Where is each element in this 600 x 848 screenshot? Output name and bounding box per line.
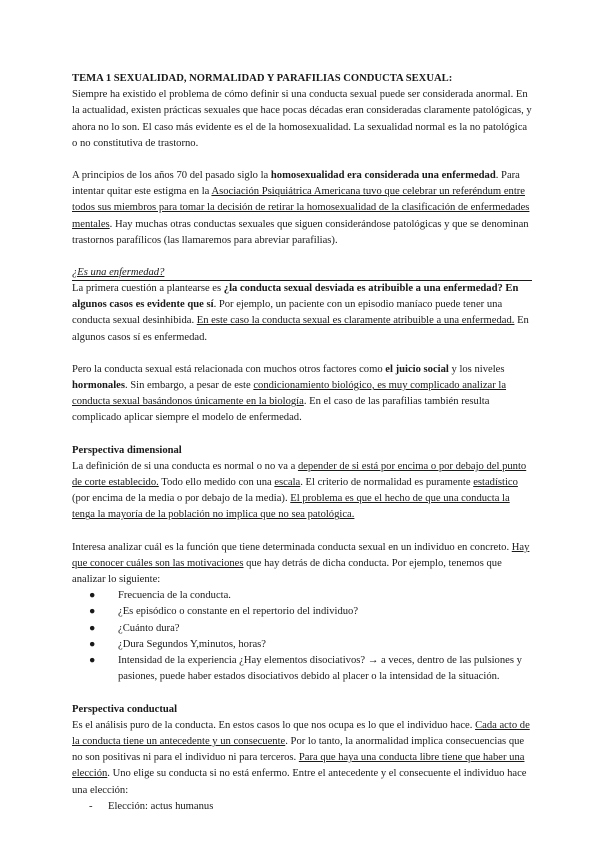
choice-list <box>72 799 532 815</box>
list-item: - Elección: actus humanus <box>72 799 532 815</box>
factors-paragraph: Pero la conducta sexual está relacionada con muchos otros factores como el juicio social y los niveles hormonales. Sin embargo, a pesar de este condicionamiento biológico, es muy complicado analizar la conducta sexual basándonos únicamente en la biología. En el caso de las parafilias también resulta complicado aplicar siempre el modelo de enfermedad. <box>72 363 507 424</box>
list-item: ● Frecuencia de la conducta. <box>72 588 532 604</box>
function-paragraph: Interesa analizar cuál es la función que tiene determinada conducta sexual en un individuo en concreto. Hay que conocer cuáles son las motivaciones que hay detrás de dicha conducta. Por ejemplo, tenemos que analizar lo siguiente: <box>72 541 530 586</box>
bullet-icon: ● <box>89 638 96 650</box>
conductual-paragraph: Es el análisis puro de la conducta. En estos casos lo que nos ocupa es lo que el individuo hace. Cada acto de la conducta tiene un antecedente y un consecuente. Por lo tanto, la anormalidad implica consecuencias que no son positivas ni para el individuo ni para terceros. Para que haya una conducta libre tiene que haber una elección. Uno elige su conducta si no está enfermo. Entre el antecedente y el consecuente el individuo hace una elección: <box>72 719 530 796</box>
list-item: ● Intensidad de la experiencia ¿Hay elementos disociativos? → a veces, dentro de las pulsiones y pasiones, puede haber estados disociativos debido al placer o la intensidad de la situación. <box>89 655 522 683</box>
list-item: ● ¿Cuánto dura? <box>72 621 532 637</box>
list-item: ● ¿Dura Segundos Y,minutos, horas? <box>72 637 532 653</box>
disease-paragraph: La primera cuestión a plantearse es ¿la conducta sexual desviada es atribuible a una enfermedad? En algunos casos es evidente que sí. Por ejemplo, un paciente con un episodio maníaco puede tener una conducta sexual desinhibida. En este caso la conducta sexual es claramente atribuible a una enfermedad. En algunos casos sí es enfermedad. <box>72 283 529 343</box>
history-paragraph: A principios de los años 70 del pasado siglo la homosexualidad era considerada una enfermedad. Para intentar quitar este estigma en la Asociación Psiquiátrica Americana tuvo que celebrar un referéndum entre todos sus miembros para tomar la decisión de retirar la homosexualidad de la clasificación de enfermedades mentales. Hay muchas otras conductas sexuales que siguen considerándose patológicas y que se denominan trastornos parafílicos (las llamaremos para abreviar parafilias). <box>72 170 530 246</box>
bullet-icon: ● <box>89 622 96 634</box>
section-heading-enfermedad: ¿Es una enfermedad? <box>72 265 532 281</box>
bullet-icon: ● <box>89 655 96 667</box>
dimensional-paragraph: La definición de si una conducta es normal o no va a depender de si está por encima o por debajo del punto de corte establecido. Todo ello medido con una escala. El criterio de normalidad es puramente estadístico (por encima de la media o por debajo de la media). El problema es que el hecho de que una conducta la tenga la mayoría de la población no implica que no sea patológica. <box>72 460 527 521</box>
intro-paragraph: Siempre ha existido el problema de cómo definir si una conducta sexual puede ser considerada anormal. En la actualidad, existen prácticas sexuales que hace pocas décadas eran consideradas claramente patológicas, y ahora no lo son. El caso más evidente es el de la homosexualidad. La sexualidad normal es la no patológica o no constitutiva de trastorno. <box>72 89 532 149</box>
section-heading-dimensional: Perspectiva dimensional <box>72 444 182 456</box>
dash-icon: - <box>89 800 93 812</box>
analysis-list <box>72 588 532 685</box>
bullet-icon: ● <box>89 606 96 618</box>
list-item: ● ¿Es episódico o constante en el repertorio del individuo? <box>72 604 532 620</box>
bullet-icon: ● <box>89 590 96 602</box>
document-body <box>72 71 532 815</box>
page-title: TEMA 1 SEXUALIDAD, NORMALIDAD Y PARAFILIAS CONDUCTA SEXUAL: <box>72 73 453 84</box>
section-heading-conductual: Perspectiva conductual <box>72 703 178 715</box>
